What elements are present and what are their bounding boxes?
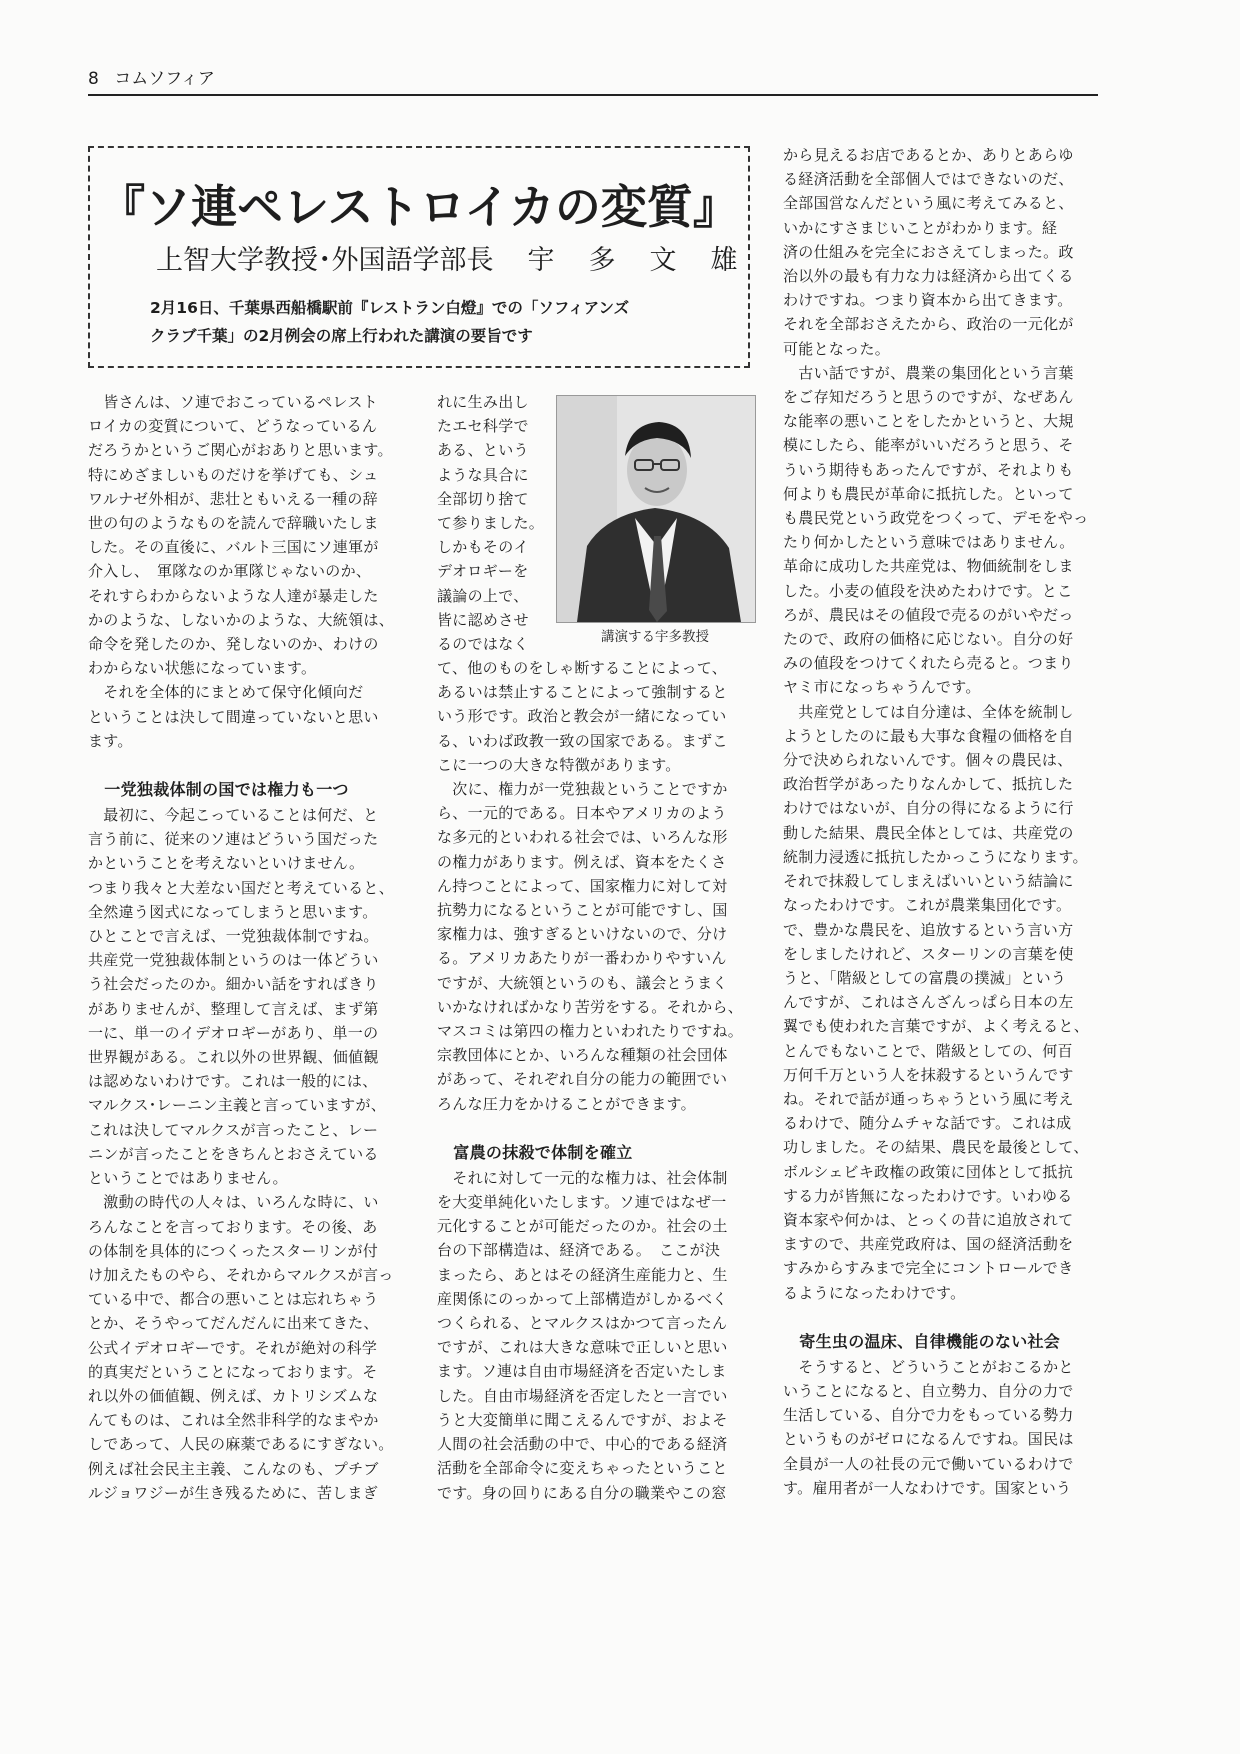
text-line: 可能となった。 xyxy=(783,339,891,358)
text-line: それすらわからないような人達が暴走した xyxy=(88,586,379,605)
text-line: 産関係にのっかって上部構造がしかるべく xyxy=(437,1289,728,1308)
text-line: です。身の回りにある自分の職業やこの窓 xyxy=(437,1483,727,1502)
text-line: 公式イデオロギーです。それが絶対の科学 xyxy=(88,1338,378,1357)
paragraph-gap xyxy=(783,1305,1103,1329)
text-line: を大変単純化いたします。ソ連ではなぜ一 xyxy=(437,1193,727,1212)
text-line: 台の下部構造は、経済である。 ここが決 xyxy=(437,1241,721,1260)
text-line: まったら、あとはその経済生産能力と、生 xyxy=(437,1265,728,1284)
text-line: 政治哲学があったりなんかして、抵抗した xyxy=(783,775,1074,794)
photo-caption: 講演する宇多教授 xyxy=(601,629,709,645)
text-line: ですが、大統領というのも、議会とうまく xyxy=(437,973,728,992)
text-line: 元化することが可能だったのか。社会の土 xyxy=(437,1217,728,1236)
text-line: 世界観がある。これ以外の世界観、価値観 xyxy=(88,1048,379,1067)
text-line: て、他のものをしゃ断することによって、 xyxy=(437,659,728,677)
text-line: の体制を具体的につくったスターリンが付 xyxy=(88,1241,379,1260)
text-line: ボルシェビキ政権の政策に団体として抵抗 xyxy=(783,1162,1074,1181)
intro-line: 2月16日、千葉県西船橋駅前『レストラン白燈』での「ソフィアンズ xyxy=(150,299,630,317)
publication-name: コムソフィア xyxy=(114,69,215,89)
text-line: 人間の社会活動の中で、中心的である経済 xyxy=(437,1435,728,1454)
author-line xyxy=(156,244,772,278)
text-line: つまり我々と大差ない国だと考えていると、 xyxy=(88,878,395,897)
text-line: るようになったわけです。 xyxy=(783,1283,966,1302)
text-line: う社会だったのか。細かい話をすればきり xyxy=(88,975,379,994)
text-line: それで抹殺してしまえばいいという結論に xyxy=(783,872,1074,891)
text-line: ますので、共産党政府は、国の経済活動を xyxy=(783,1235,1074,1254)
text-line: あるいは禁止することによって強制すると xyxy=(437,683,728,702)
text-line: 介入し、 軍隊なのか軍隊じゃないのか、 xyxy=(88,562,372,581)
body-column-3 xyxy=(783,143,1103,1500)
text-line: ね。それで話が通っちゃうという風に考え xyxy=(783,1089,1074,1108)
text-line: いう形です。政治と教会が一緒になってい xyxy=(437,707,727,726)
text-line: 世の句のようなものを読んで辞職いたしま xyxy=(88,514,379,533)
text-line: たので、政府の価格に応じない。自分の好 xyxy=(783,630,1074,649)
text-line: いかにすさまじいことがわかります。経 xyxy=(783,218,1058,237)
text-line: わけですね。つまり資本から出てきます。 xyxy=(783,291,1073,310)
author-name: 宇多文雄 xyxy=(527,245,772,276)
text-line: ですが、これは大きな意味で正しいと思い xyxy=(437,1338,728,1357)
text-line: 功しました。その結果、農民を最後として、 xyxy=(783,1138,1089,1157)
text-line: る。アメリカあたりが一番わかりやすいん xyxy=(437,949,727,968)
section-heading: 富農の抹殺で体制を確立 xyxy=(437,1142,633,1162)
text-line: これは決してマルクスが言ったこと、レー xyxy=(88,1120,379,1139)
text-line: わからない状態になっています。 xyxy=(88,659,317,678)
text-line: こに一つの大きな特徴があります。 xyxy=(437,755,681,774)
text-line: 特にめざましいものだけを挙げても、シュ xyxy=(88,465,379,484)
text-line: 言う前に、従来のソ連はどういう国だった xyxy=(88,830,379,849)
speaker-photo xyxy=(556,395,756,623)
text-line: というものがゼロになるんですね。国民は xyxy=(783,1430,1074,1449)
text-line: たり何かしたという意味ではありません。 xyxy=(783,533,1075,552)
text-line: マスコミは第四の権力といわれたりですね。 xyxy=(437,1022,744,1041)
text-line: る経済活動を全部個人ではできないのだ、 xyxy=(783,170,1074,189)
text-line: は認めないわけです。これは一般的には、 xyxy=(88,1072,378,1091)
text-line: ら、一元的である。日本やアメリカのよう xyxy=(437,804,727,823)
text-line: の権力があります。例えば、資本をたくさ xyxy=(437,852,727,871)
text-line: した。小麦の値段を決めたわけです。とこ xyxy=(783,581,1073,600)
text-line: 資本家や何かは、とっくの昔に追放されて xyxy=(783,1210,1074,1229)
text-line: をご存知だろうと思うのですが、なぜあん xyxy=(783,388,1074,407)
text-line: 済の仕組みを完全におさえてしまった。政 xyxy=(783,242,1074,261)
text-line: て参りました。 xyxy=(437,514,545,533)
text-line: とか、そうやってだんだんに出来てきた、 xyxy=(88,1314,379,1333)
text-line: れに生み出し xyxy=(437,393,529,411)
text-line: 命令を発したのか、発しないのか、わけの xyxy=(88,635,379,654)
text-line: いうことになると、自立勢力、自分の力で xyxy=(783,1381,1074,1400)
text-line: な能率の悪いことをしたかというと、大規 xyxy=(783,412,1074,431)
body-column-2-beside-photo xyxy=(437,390,547,656)
text-line: 的真実だということになっております。そ xyxy=(88,1362,378,1381)
text-line: も農民党という政党をつくって、デモをやっ xyxy=(783,509,1089,528)
text-line: 全然違う図式になってしまうと思います。 xyxy=(88,902,378,921)
text-line: 治以外の最も有力な力は経済から出てくる xyxy=(783,267,1074,286)
text-line: ということではありません。 xyxy=(88,1169,288,1188)
text-line: んですが、これはさんざんっぱら日本の左 xyxy=(783,993,1074,1012)
text-line: かのような、しないかのような、大統領は、 xyxy=(88,610,395,629)
body-column-1 xyxy=(88,390,418,1505)
text-line: 宗教団体にとか、いろんな種類の社会団体 xyxy=(437,1046,728,1065)
text-line: け加えたものやら、それからマルクスが言っ xyxy=(88,1265,394,1284)
text-line: 激動の時代の人々は、いろんな時に、い xyxy=(88,1193,379,1212)
text-line: ひとことで言えば、一党独裁体制ですね。 xyxy=(88,927,379,946)
text-line: ろんな圧力をかけることができます。 xyxy=(437,1094,696,1113)
text-line: 模にしたら、能率がいいだろうと思う、そ xyxy=(783,436,1074,455)
text-line: つくられる、とマルクスはかつて言ったん xyxy=(437,1314,728,1333)
text-line: ニンが言ったことをきちんとおさえている xyxy=(88,1144,379,1163)
text-line: 抗勢力になるということが可能ですし、国 xyxy=(437,901,728,920)
text-line: 統制力浸透に抵抗したかっこうになります。 xyxy=(783,847,1088,866)
text-line: とんでもないことで、階級としての、何百 xyxy=(783,1041,1073,1060)
text-line: そうすると、どういうことがおこるかと xyxy=(783,1357,1074,1376)
text-line: 全員が一人の社長の元で働いているわけで xyxy=(783,1454,1074,1473)
text-line: いかなければかなり苦労をする。それから、 xyxy=(437,997,744,1016)
text-line: ん持つことによって、国家権力に対して対 xyxy=(437,876,728,895)
text-line: すみからすみまで完全にコントロールでき xyxy=(783,1259,1074,1278)
text-line: ういう期待もあったんですが、それよりも xyxy=(783,460,1074,479)
text-line: れ以外の価値観、例えば、カトリシズムな xyxy=(88,1386,379,1405)
text-line: ロイカの変質について、どうなっているん xyxy=(88,417,378,436)
page-number: 8 xyxy=(88,69,99,89)
text-line: で、豊かな農民を、追放するという言い方 xyxy=(783,920,1074,939)
text-line: 最初に、今起こっていることは何だ、と xyxy=(88,806,379,825)
text-line: した。自由市場経済を否定したと一言でい xyxy=(437,1386,728,1405)
text-line: かということを考えないといけません。 xyxy=(88,854,365,873)
intro-line: クラブ千葉」の2月例会の席上行われた講演の要旨です xyxy=(150,327,533,345)
text-line: ルジョワジーが生き残るために、苦しまぎ xyxy=(88,1483,379,1502)
text-line: 例えば社会民主主義、こんなのも、プチブ xyxy=(88,1459,379,1478)
text-line: ということは決して間違っていないと思い xyxy=(88,707,379,726)
section-heading: 一党独裁体制の国では権力も一つ xyxy=(88,780,349,800)
text-line: それを全部おさえたから、政治の一元化が xyxy=(783,315,1074,334)
text-line: 翼でも使われた言葉ですが、よく考えると、 xyxy=(783,1017,1090,1036)
title-box xyxy=(88,146,772,368)
text-line: ようとしたのに最も大事な食糧の価格を自 xyxy=(783,726,1074,745)
text-line: 万何千万という人を抹殺するというんです xyxy=(783,1065,1074,1084)
text-line: だろうかというご関心がおありと思います。 xyxy=(88,441,393,460)
text-line: ます。ソ連は自由市場経済を否定いたしま xyxy=(437,1362,727,1381)
text-line: ろんなことを言っております。その後、あ xyxy=(88,1217,378,1236)
intro-text xyxy=(150,294,710,350)
paragraph-gap xyxy=(437,1116,757,1140)
text-line: たエセ科学で xyxy=(437,417,529,436)
text-line: 動した結果、農民全体としては、共産党の xyxy=(783,823,1074,842)
author-affiliation: 上智大学教授･外国語学部長 xyxy=(156,245,494,276)
text-line: から見えるお店であるとか、ありとあらゆ xyxy=(783,146,1074,164)
text-line: 何よりも農民が革命に抵抗した。といって xyxy=(783,484,1074,503)
text-line: 共産党としては自分達は、全体を統制し xyxy=(783,702,1074,721)
paragraph-gap xyxy=(88,753,418,777)
section-heading: 寄生虫の温床、自律機能のない社会 xyxy=(783,1331,1061,1351)
text-line: 共産党一党独裁体制というのは一体どうい xyxy=(88,951,379,970)
text-line: なったわけです。これが農業集団化です。 xyxy=(783,896,1072,915)
body-column-2 xyxy=(437,656,757,1505)
text-line: 活動を全部命令に変えちゃったということ xyxy=(437,1459,728,1478)
text-line: しかもそのイ xyxy=(437,538,529,557)
text-line: うと大変簡単に聞こえるんですが、およそ xyxy=(437,1410,728,1429)
text-line: マルクス･レーニン主義と言っていますが、 xyxy=(88,1096,387,1115)
text-line: 全部国営なんだという風に考えてみると、 xyxy=(783,194,1074,213)
text-line: ます。 xyxy=(88,731,133,750)
text-line: 家権力は、強すぎるといけないので、分け xyxy=(437,925,728,944)
text-line: それに対して一元的な権力は、社会体制 xyxy=(437,1168,728,1187)
text-line: 革命に成功した共産党は、物価統制をしま xyxy=(783,557,1074,576)
text-line: ワルナゼ外相が、悲壮ともいえる一種の辞 xyxy=(88,489,378,508)
text-line: わけではないが、自分の得になるように行 xyxy=(783,799,1074,818)
text-line: みの値段をつけてくれたら売ると。つまり xyxy=(783,654,1074,673)
text-line: 生活している、自分で力をもっている勢力 xyxy=(783,1406,1074,1425)
text-line: うと、「階級としての富農の撲滅」という xyxy=(783,968,1067,987)
text-line: しであって、人民の麻薬であるにすぎない。 xyxy=(88,1435,394,1454)
text-line: をしましたけれど、スターリンの言葉を使 xyxy=(783,944,1074,963)
text-line: ろが、農民はその値段で売るのがいやだっ xyxy=(783,605,1074,624)
text-line: 古い話ですが、農業の集団化という言葉 xyxy=(783,363,1074,382)
text-line: 全部切り捨て xyxy=(437,489,529,508)
text-line: ている中で、都合の悪いことは忘れちゃう xyxy=(88,1290,379,1309)
text-line: 議論の上で、 xyxy=(437,586,529,605)
text-line: 一に、単一のイデオロギーがあり、単一の xyxy=(88,1023,379,1042)
text-line: 皆に認めさせ xyxy=(437,610,529,629)
article-title: 『ソ連ペレストロイカの変質』 xyxy=(99,180,739,234)
text-line: な多元的といわれる社会では、いろんな形 xyxy=(437,828,728,847)
text-line: す。雇用者が一人なわけです。国家という xyxy=(783,1478,1072,1497)
text-line: んてものは、これは全然非科学的なまやか xyxy=(88,1411,379,1430)
text-line: る、いわば政教一致の国家である。まずこ xyxy=(437,731,728,750)
text-line: るのではなく xyxy=(437,635,529,654)
text-line: 次に、権力が一党独裁ということですか xyxy=(437,780,728,799)
page-header xyxy=(88,68,1098,96)
text-line: ヤミ市になっちゃうんです。 xyxy=(783,678,981,697)
text-line: デオロギーを xyxy=(437,562,529,581)
text-line: した。その直後に、バルト三国にソ連軍が xyxy=(88,538,379,557)
text-line: がありませんが、整理して言えば、まず第 xyxy=(88,999,379,1018)
text-line: ような具合に xyxy=(437,465,529,484)
text-line: 分で決められないんです。個々の農民は、 xyxy=(783,751,1073,770)
text-line: それを全体的にまとめて保守化傾向だ xyxy=(88,683,364,702)
text-line: るわけで、随分ムチャな話です。これは成 xyxy=(783,1114,1072,1133)
text-line: があって、それぞれ自分の能力の範囲でい xyxy=(437,1070,728,1089)
text-line: ある、という xyxy=(437,441,529,460)
text-line: する力が皆無になったわけです。いわゆる xyxy=(783,1186,1073,1205)
text-line: 皆さんは、ソ連でおこっているペレスト xyxy=(88,393,378,411)
